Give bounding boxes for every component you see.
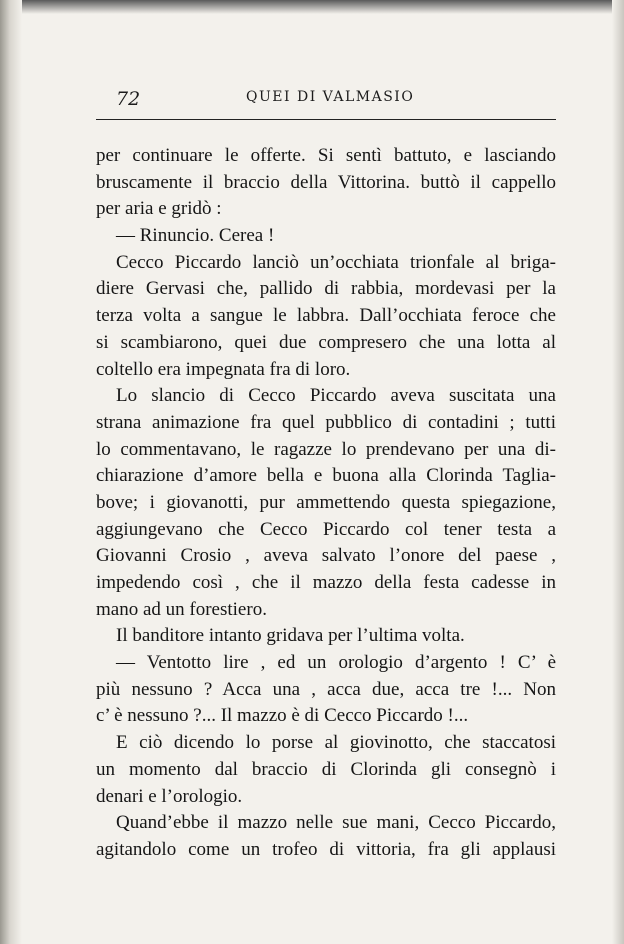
body-text <box>96 143 556 864</box>
page-edge-shadow <box>612 0 624 944</box>
header-rule <box>96 119 556 120</box>
text-line: Lo slancio di Cecco Piccardo aveva suscitata una <box>116 385 556 407</box>
text-line: aggiungevano che Cecco Piccardo col tener testa a <box>96 518 556 540</box>
running-header <box>96 86 556 116</box>
text-line: — Ventotto lire , ed un orologio d’argento ! C’ è <box>116 652 556 674</box>
text-line: Quand’ebbe il mazzo nelle sue mani, Cecco Piccardo, <box>116 812 556 834</box>
running-title: QUEI DI VALMASIO <box>246 89 415 105</box>
text-line: strana animazione fra quel pubblico di contadini ; tutti <box>96 411 556 433</box>
text-line: si scambiarono, quei due compresero che una lotta al <box>96 331 556 353</box>
text-line: bove; i giovanotti, pur ammettendo questa spiegazione, <box>96 491 556 513</box>
text-line: Il banditore intanto gridava per l’ultima volta. <box>116 625 465 647</box>
text-line: agitandolo come un trofeo di vittoria, fra gli applausi <box>96 838 556 860</box>
text-line: denari e l’orologio. <box>96 785 243 807</box>
text-line: — Rinuncio. Cerea ! <box>116 225 275 247</box>
text-line: lo commentavano, le ragazze lo prendevano per una di- <box>96 438 556 460</box>
text-line: Cecco Piccardo lanciò un’occhiata trionfale al briga- <box>116 251 556 273</box>
page-gutter-shadow <box>0 0 22 944</box>
text-line: coltello era impegnata fra di loro. <box>96 358 351 380</box>
text-line: un momento dal braccio di Clorinda gli consegnò i <box>96 758 556 780</box>
scan-top-shadow <box>0 0 624 14</box>
page-number: 72 <box>116 88 141 110</box>
text-line: Giovanni Crosio , aveva salvato l’onore del paese , <box>96 545 556 567</box>
text-line: per continuare le offerte. Si sentì battuto, e lasciando <box>96 145 556 166</box>
text-line: E ciò dicendo lo porse al giovinotto, che staccatosi <box>116 732 556 754</box>
text-line: più nessuno ? Acca una , acca due, acca tre !... Non <box>96 678 556 700</box>
text-line: impedendo così , che il mazzo della festa cadesse in <box>96 572 556 593</box>
text-line: mano ad un forestiero. <box>96 598 267 620</box>
text-line: chiarazione d’amore bella e buona alla Clorinda Taglia- <box>96 465 556 487</box>
text-line: terza volta a sangue le labbra. Dall’occhiata feroce che <box>96 305 556 327</box>
text-line: bruscamente il braccio della Vittorina. buttò il cappello <box>96 171 556 193</box>
text-line: c’ è nessuno ?... Il mazzo è di Cecco Piccardo !... <box>96 705 469 727</box>
text-line: per aria e gridò : <box>96 198 222 220</box>
text-line: diere Gervasi che, pallido di rabbia, mordevasi per la <box>96 278 556 300</box>
